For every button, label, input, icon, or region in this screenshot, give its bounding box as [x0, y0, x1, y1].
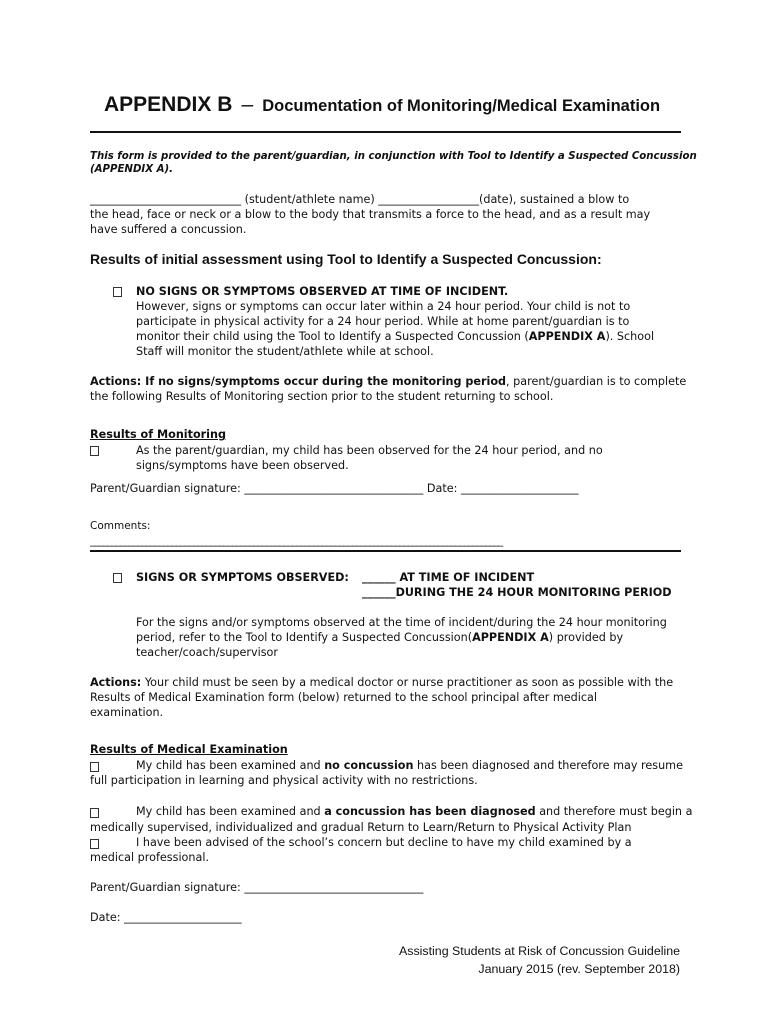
no-signs-line-3-a: monitor their child using the Tool to Identify a Suspected Concussion ( [136, 330, 529, 343]
no-signs-checkbox[interactable] [113, 287, 122, 297]
medical-concussion-checkbox[interactable] [90, 808, 99, 818]
actions-1-line-2: the following Results of Monitoring section prior to the student returning to school. [90, 390, 554, 403]
concussion-diagnosed-text: a concussion has been diagnosed [324, 805, 536, 818]
student-line-3: have suffered a concussion. [90, 223, 247, 236]
medical-option-3: I have been advised of the school’s concern but decline to have my child examined by a [136, 836, 632, 849]
monitoring-checkbox[interactable] [90, 446, 99, 456]
signs-line-1: For the signs and/or symptoms observed at the time of incident/during the 24 hour monitoring [136, 616, 667, 629]
title-dash: – [241, 93, 254, 116]
medical-option-1-line-2: full participation in learning and physical activity with no restrictions. [90, 774, 478, 787]
actions-1-line-1 [90, 374, 686, 390]
medical-option-1 [136, 758, 683, 774]
actions-1-bold: Actions: If no signs/symptoms occur during the monitoring period [90, 375, 507, 388]
actions-2-line-2: Results of Medical Examination form (below) returned to the school principal after medical [90, 691, 597, 704]
monitoring-heading: Results of Monitoring [90, 428, 226, 441]
signs-observed-checkbox[interactable] [113, 573, 122, 583]
actions-2-line-3: examination. [90, 706, 164, 719]
actions-2-rest: Your child must be seen by a medical doctor or nurse practitioner as soon as possible with the [141, 676, 674, 689]
medical-heading: Results of Medical Examination [90, 743, 288, 756]
medical-option-2-line-2: medically supervised, individualized and gradual Return to Learn/Return to Physical Activity Plan [90, 821, 632, 834]
intro-line-1: This form is provided to the parent/guardian, in conjunction with Tool to Identify a Suspected Concussion [90, 151, 697, 162]
monitoring-signature-line[interactable]: Parent/Guardian signature: ________________________________ Date: _____________________ [90, 482, 579, 495]
comments-line[interactable]: ________________________________________________________________________________________________ [90, 535, 503, 547]
title-subtitle: Documentation of Monitoring/Medical Examination [262, 97, 661, 115]
signs-line-2 [136, 630, 623, 646]
section-divider [90, 550, 681, 552]
no-signs-line-2: participate in physical activity for a 24 hour period. While at home parent/guardian is to [136, 315, 630, 328]
signs-observed-label: SIGNS OR SYMPTOMS OBSERVED: [136, 571, 349, 584]
monitoring-line-1: As the parent/guardian, my child has been observed for the 24 hour period, and no [136, 444, 603, 457]
no-signs-line-4: Staff will monitor the student/athlete while at school. [136, 345, 434, 358]
footer-date: January 2015 (rev. September 2018) [478, 962, 680, 976]
page-title [104, 93, 660, 117]
no-signs-line-3-c: ). School [605, 330, 655, 343]
no-signs-appendix-ref: APPENDIX A [528, 330, 606, 343]
actions-2-bold: Actions: [90, 676, 142, 689]
no-concussion-text: no concussion [324, 759, 414, 772]
section-heading: Results of initial assessment using Tool to Identify a Suspected Concussion: [90, 251, 602, 267]
signs-line-2-a: period, refer to the Tool to Identify a Suspected Concussion( [136, 631, 473, 644]
no-signs-line-3 [136, 329, 654, 345]
monitoring-line-2: signs/symptoms have been observed. [136, 459, 349, 472]
signs-line-2-c: ) provided by [548, 631, 624, 644]
medical-decline-checkbox[interactable] [90, 839, 99, 849]
footer-guideline: Assisting Students at Risk of Concussion Guideline [399, 944, 680, 958]
no-signs-line-1: However, signs or symptoms can occur later within a 24 hour period. Your child is not to [136, 300, 631, 313]
student-line-1: ___________________________ (student/athlete name) __________________(date), sustained a blow to [90, 193, 630, 206]
actions-2-line-1 [90, 675, 673, 691]
actions-1-rest: , parent/guardian is to complete [506, 375, 687, 388]
medical-option-1-c: has been diagnosed and therefore may resume [413, 759, 683, 772]
title-appendix: APPENDIX B [104, 93, 233, 116]
medical-signature-line[interactable]: Parent/Guardian signature: ________________________________ [90, 881, 424, 894]
student-line-2: the head, face or neck or a blow to the body that transmits a force to the head, and as a result may [90, 208, 651, 221]
medical-date-line[interactable]: Date: _____________________ [90, 911, 242, 924]
signs-time-of-incident-option[interactable]: ______ AT TIME OF INCIDENT [362, 571, 535, 584]
medical-option-1-a: My child has been examined and [136, 759, 325, 772]
comments-label: Comments: [90, 520, 151, 532]
signs-appendix-ref: APPENDIX A [472, 631, 549, 644]
medical-option-3-line-2: medical professional. [90, 851, 210, 864]
medical-no-concussion-checkbox[interactable] [90, 762, 99, 772]
medical-option-2 [136, 804, 692, 820]
intro-line-2: (APPENDIX A). [90, 164, 174, 175]
medical-option-2-c: and therefore must begin a [535, 805, 693, 818]
title-rule [90, 131, 681, 133]
medical-option-2-a: My child has been examined and [136, 805, 325, 818]
signs-monitoring-period-option[interactable]: ______DURING THE 24 HOUR MONITORING PERIOD [362, 586, 672, 599]
no-signs-heading: NO SIGNS OR SYMPTOMS OBSERVED AT TIME OF INCIDENT. [136, 285, 509, 298]
signs-line-3: teacher/coach/supervisor [136, 646, 278, 659]
